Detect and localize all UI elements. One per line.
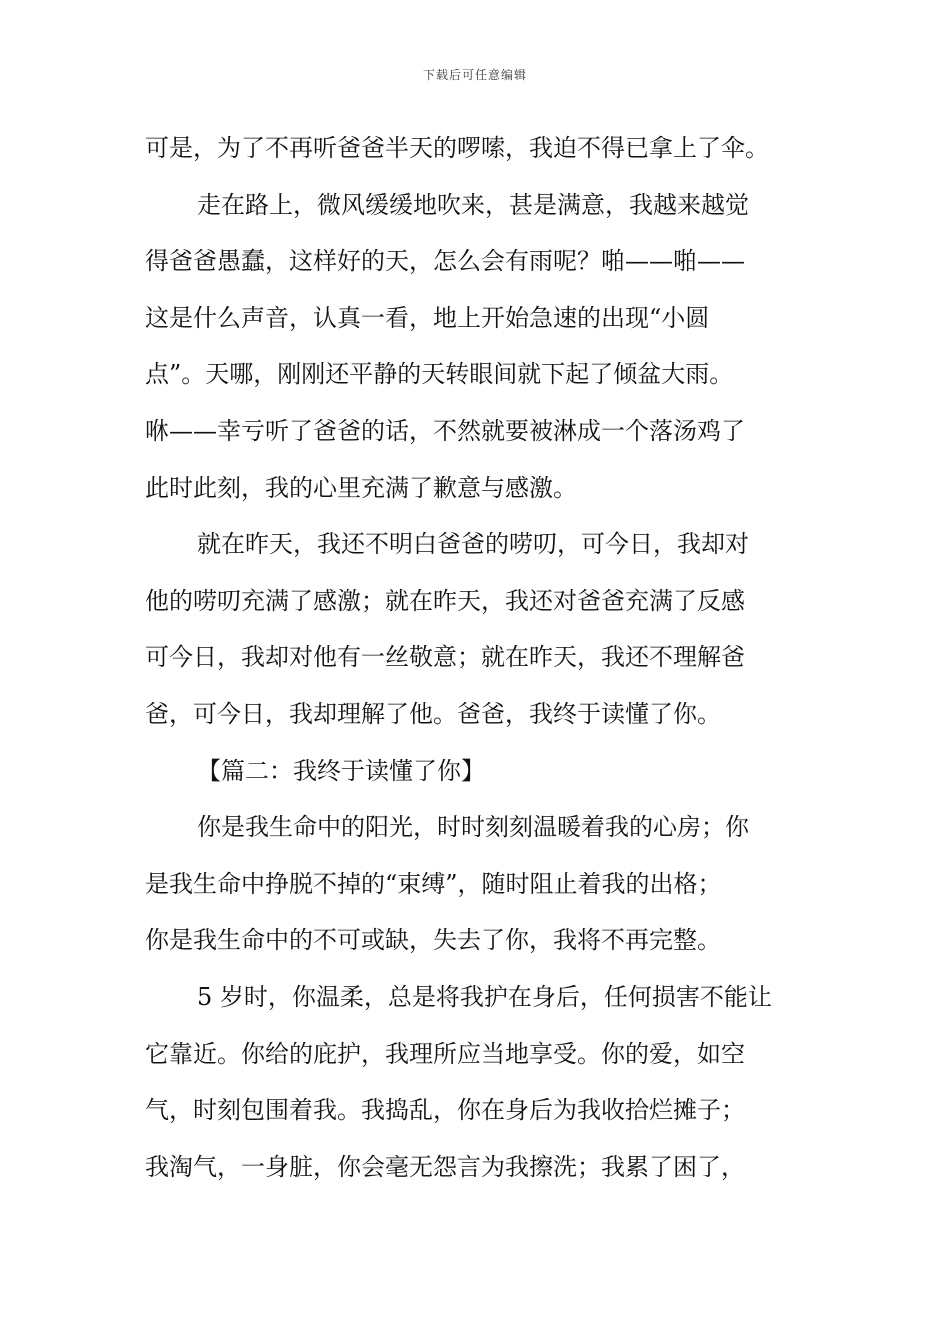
text-line: 气，时刻包围着我。我捣乱，你在身后为我收拾烂摊子； (145, 1096, 745, 1125)
text-line: 它靠近。你给的庇护，我理所应当地享受。你的爱，如空 (145, 1039, 745, 1068)
text-line: 我淘气，一身脏，你会毫无怨言为我擦洗；我累了困了， (145, 1152, 745, 1181)
text-line: 就在昨天，我还不明白爸爸的唠叨，可今日，我却对 (197, 530, 749, 559)
text-line: 咻——幸亏听了爸爸的话，不然就要被淋成一个落汤鸡了 (145, 416, 745, 445)
text-line: 爸，可今日，我却理解了他。爸爸，我终于读懂了你。 (145, 699, 721, 728)
document-body (145, 128, 810, 1203)
text-line: 可是，为了不再听爸爸半天的啰嗦，我迫不得已拿上了伞。 (145, 134, 769, 162)
text-line: 点”。天哪，刚刚还平静的天转眼间就下起了倾盆大雨。 (145, 360, 734, 389)
text-line: 得爸爸愚蠢，这样好的天，怎么会有雨呢？啪——啪—— (145, 247, 745, 276)
page-header: 下载后可任意编辑 (422, 68, 527, 82)
text-line: 可今日，我却对他有一丝敬意；就在昨天，我还不理解爸 (145, 643, 745, 672)
text-line: 你是我生命中的不可或缺，失去了你，我将不再完整。 (145, 926, 721, 955)
text-line: 是我生命中挣脱不掉的“束缚”，随时阻止着我的出格； (145, 869, 722, 898)
text-line: 这是什么声音，认真一看，地上开始急速的出现“小圆 (145, 303, 710, 332)
text-line: 5 岁时，你温柔，总是将我护在身后，任何损害不能让 (197, 982, 772, 1011)
section-heading: 【篇二：我终于读懂了你】 (197, 756, 485, 785)
text-line: 此时此刻，我的心里充满了歉意与感激。 (145, 473, 577, 502)
text-line: 走在路上，微风缓缓地吹来，甚是满意，我越来越觉 (197, 190, 749, 219)
text-line: 他的唠叨充满了感激；就在昨天，我还对爸爸充满了反感 (145, 586, 745, 615)
text-line: 你是我生命中的阳光，时时刻刻温暖着我的心房；你 (197, 813, 749, 842)
